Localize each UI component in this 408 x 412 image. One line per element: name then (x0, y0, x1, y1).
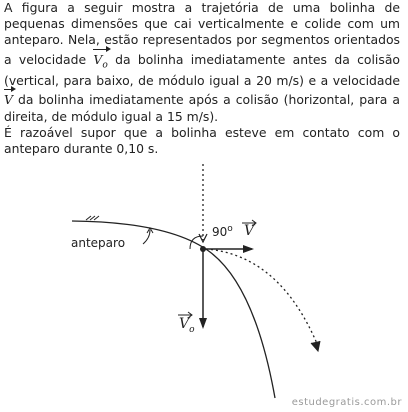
p1-part-a: A figura a seguir mostra a trajetória de uma bolinha de pequenas dimensões que cai verticalmente e colide com um anteparo. Nela, estão representados por segmentos orientados a velocidade (4, 0, 400, 67)
v-label: V (244, 223, 255, 239)
label-pointer (143, 230, 150, 244)
surface-label: anteparo (71, 236, 126, 250)
problem-paragraph-1 (4, 0, 400, 125)
angle-label: 90$^o$ (212, 224, 233, 239)
v0-vector-symbol: $V_o$ (93, 49, 107, 74)
problem-paragraph-2: É razoável supor que a bolinha esteve em contato com o anteparo durante 0,10 s. (4, 124, 400, 157)
p1-part-b: da bolinha imediatamente antes da colisão (vertical, para baixo, de módulo igual a 20 m/s) e a velocidade (4, 51, 401, 89)
v-vector-symbol: V (4, 89, 13, 108)
watermark: estudegratis.com.br (291, 397, 402, 408)
v0-label: $V_o$ (179, 316, 195, 335)
collision-figure (0, 160, 408, 412)
problem-statement (4, 0, 400, 157)
surface-hatch (86, 216, 99, 220)
collision-diagram (0, 160, 408, 412)
p1-part-c: da bolinha imediatamente após a colisão (horizontal, para a direita, de módulo igual a 15 m/s). (4, 92, 400, 124)
